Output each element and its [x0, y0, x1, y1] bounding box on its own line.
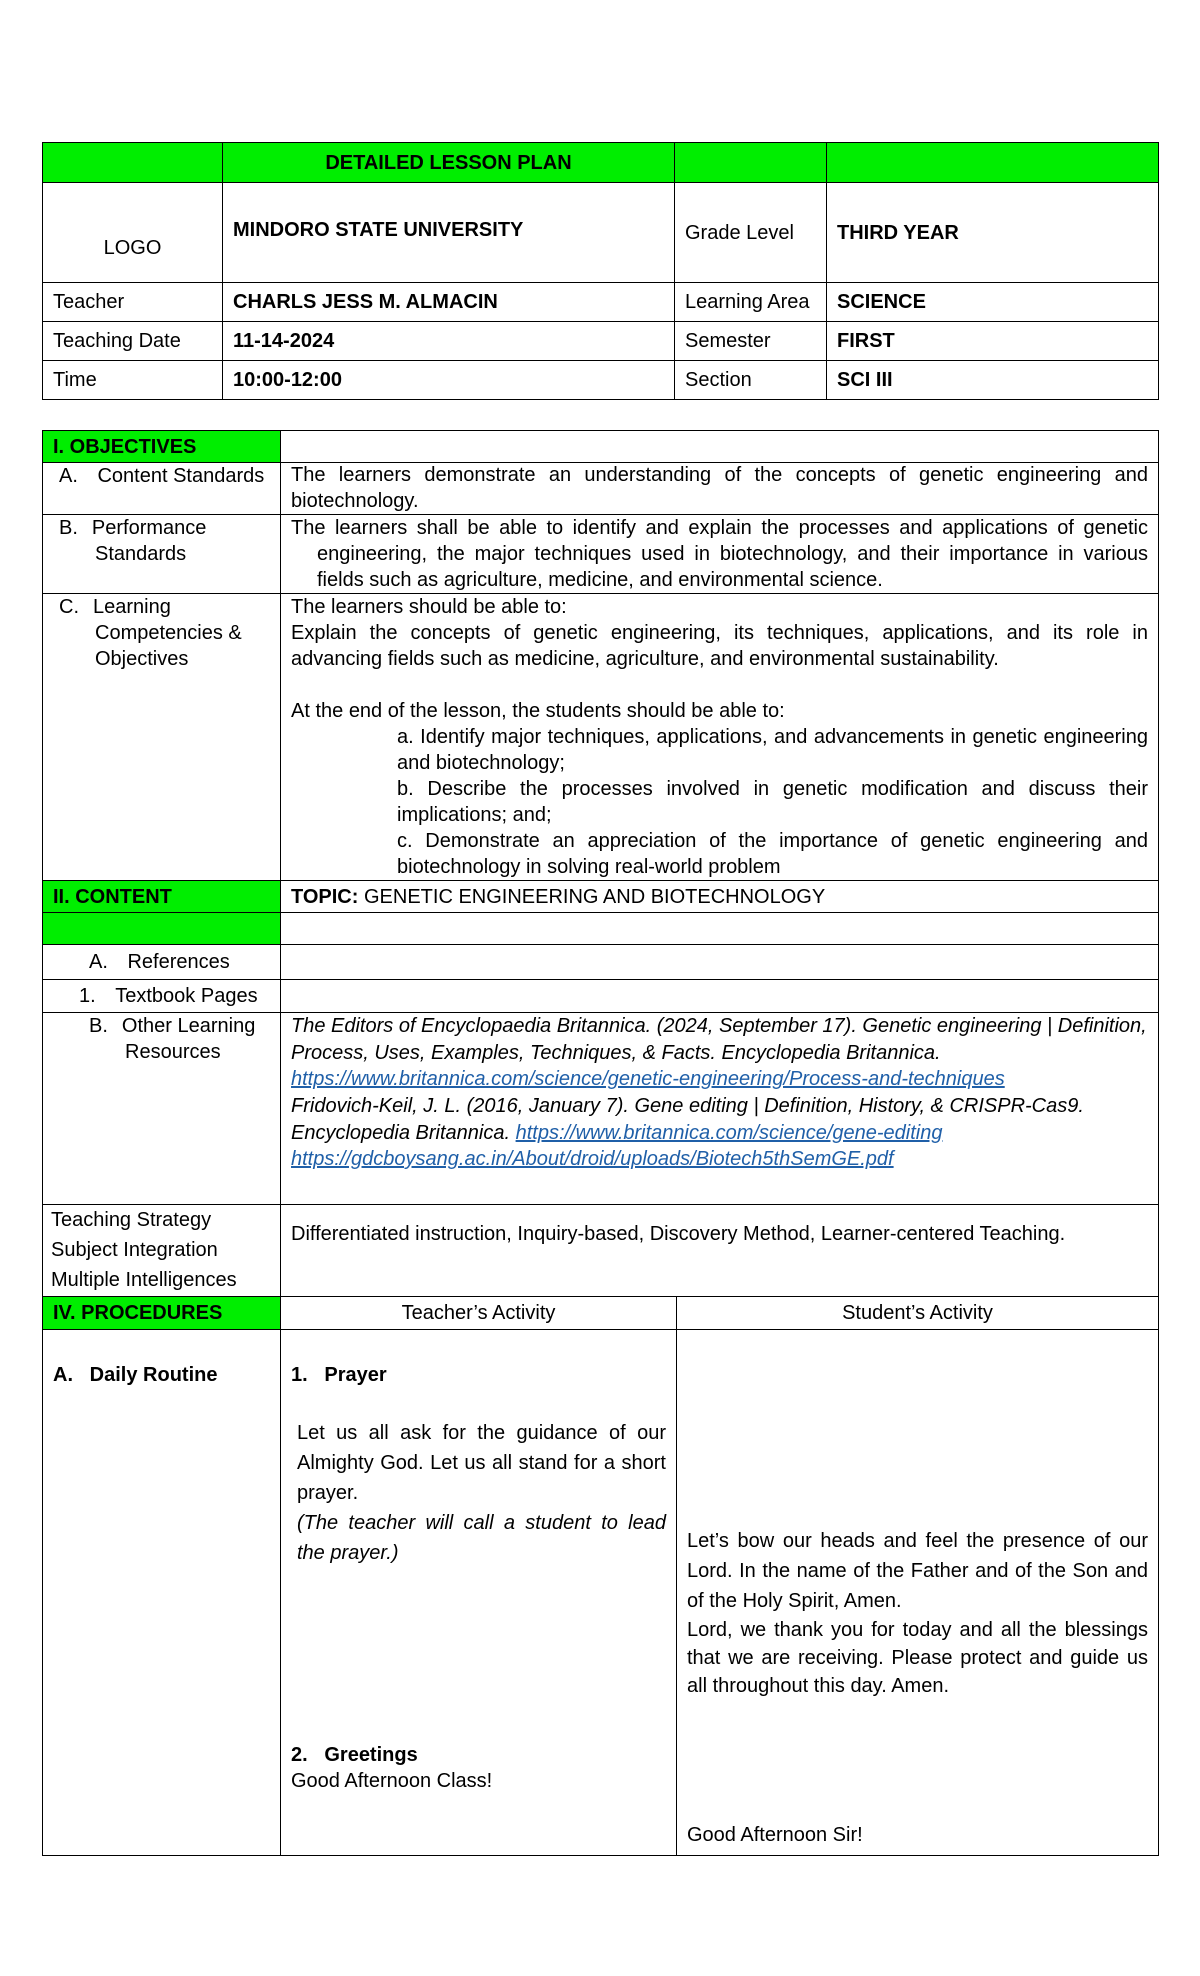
- grade-level-value: THIRD YEAR: [827, 183, 1159, 283]
- teacher-activity-header: Teacher’s Activity: [281, 1297, 677, 1330]
- header-green-cell: [827, 143, 1159, 183]
- other-resources-label: [43, 1013, 281, 1205]
- competencies-label-3: Objectives: [95, 648, 189, 671]
- teaching-strategy-label: [43, 1205, 281, 1297]
- daily-routine-label: A. Daily Routine: [43, 1330, 281, 1856]
- competencies-label-2: Competencies &: [95, 622, 242, 645]
- textbook-pages-label: [43, 980, 281, 1013]
- objectives-heading: I. OBJECTIVES: [43, 431, 281, 463]
- teacher-activity-cell: [281, 1330, 677, 1856]
- section-value: SCI III: [827, 361, 1159, 400]
- competencies-letter: C.: [59, 596, 79, 619]
- multiple-intelligences-label: Multiple Intelligences: [51, 1269, 237, 1292]
- greetings-teacher-text: Good Afternoon Class!: [291, 1770, 493, 1793]
- objective-item-b: b. Describe the processes involved in genetic modification and discuss their implications; and;: [397, 778, 1148, 827]
- references-text: References: [127, 951, 230, 974]
- learning-area-label: Learning Area: [675, 283, 827, 322]
- objective-item-a: a. Identify major techniques, applications, and advancements in genetic engineering and biotechnology;: [397, 726, 1148, 775]
- other-resources-letter: B.: [89, 1015, 108, 1038]
- textbook-pages-value: [281, 980, 1159, 1013]
- prayer-student-text-2: Lord, we thank you for today and all the blessings that we are receiving. Please protect and guide us all throughout this day. Amen.: [687, 1619, 1148, 1698]
- reference-1-link[interactable]: https://www.britannica.com/science/genetic-engineering/Process-and-techniques: [291, 1068, 1005, 1091]
- teaching-strategy-label-1: Teaching Strategy: [51, 1209, 212, 1232]
- reference-3-link[interactable]: https://gdcboysang.ac.in/About/droid/uploads/Biotech5thSemGE.pdf: [291, 1148, 894, 1171]
- textbook-text: Textbook Pages: [115, 985, 258, 1008]
- competencies-intro: The learners should be able to:: [291, 596, 567, 619]
- header-green-cell: [43, 143, 223, 183]
- topic-cell: [281, 881, 1159, 913]
- content-blank-cell: [281, 913, 1159, 945]
- reference-2-text-1: Fridovich-Keil, J. L. (2016, January 7). Gene editing | Definition, History, & CRISPR-Cas9.: [291, 1094, 1084, 1117]
- other-resources-label-1: Other Learning: [121, 1015, 256, 1038]
- learning-area-value: SCIENCE: [827, 283, 1159, 322]
- lesson-body-table: [42, 430, 1159, 1856]
- greetings-title: 2. Greetings: [291, 1744, 418, 1767]
- objectives-heading-blank: [281, 431, 1159, 463]
- competencies-end-intro: At the end of the lesson, the students should be able to:: [291, 700, 785, 723]
- other-resources-value: [281, 1013, 1159, 1205]
- competencies-text: Explain the concepts of genetic engineering, its techniques, applications, and its role in advancing fields such as medicine, agriculture, and environmental sustainability.: [291, 622, 1148, 671]
- header-green-cell: [675, 143, 827, 183]
- time-value: 10:00-12:00: [223, 361, 675, 400]
- performance-standards-value: The learners shall be able to identify and explain the processes and applications of genetic engineering, the major techniques used in biotechnology, and their importance in various fields such as agriculture, medicine, and environmental science.: [281, 515, 1159, 594]
- reference-2-text-2: Encyclopedia Britannica.: [291, 1121, 511, 1144]
- content-standards-label: [43, 463, 281, 515]
- section-label: Section: [675, 361, 827, 400]
- semester-value: FIRST: [827, 322, 1159, 361]
- content-standards-text: Content Standards: [97, 465, 265, 487]
- teacher-value: CHARLS JESS M. ALMACIN: [223, 283, 675, 322]
- references-label: [43, 945, 281, 980]
- time-label: Time: [43, 361, 223, 400]
- content-green-blank: [43, 913, 281, 945]
- learning-competencies-label: [43, 594, 281, 881]
- student-activity-cell: [677, 1330, 1159, 1856]
- reference-2-link[interactable]: https://www.britannica.com/science/gene-editing: [515, 1121, 943, 1144]
- student-activity-header: Student’s Activity: [677, 1297, 1159, 1330]
- teacher-label: Teacher: [43, 283, 223, 322]
- performance-letter: B.: [59, 517, 78, 540]
- learning-competencies-value: [281, 594, 1159, 881]
- grade-level-label: Grade Level: [675, 183, 827, 283]
- content-standards-value: The learners demonstrate an understanding of the concepts of genetic engineering and biotechnology.: [281, 463, 1159, 515]
- content-standards-letter: A.: [59, 465, 78, 487]
- performance-standards-label: [43, 515, 281, 594]
- prayer-teacher-note: (The teacher will call a student to lead the prayer.): [297, 1512, 666, 1565]
- content-heading: II. CONTENT: [43, 881, 281, 913]
- logo-placeholder: LOGO: [43, 183, 223, 283]
- header-table: [42, 142, 1159, 400]
- prayer-title: 1. Prayer: [291, 1364, 387, 1387]
- textbook-number: 1.: [79, 985, 96, 1008]
- competencies-label-1: Learning: [93, 596, 171, 619]
- references-value: [281, 945, 1159, 980]
- school-name: MINDORO STATE UNIVERSITY: [223, 183, 675, 283]
- greetings-student-text: Good Afternoon Sir!: [687, 1824, 863, 1847]
- subject-integration-label: Subject Integration: [51, 1239, 218, 1262]
- performance-label-2: Standards: [95, 543, 187, 566]
- prayer-student-text-1: Let’s bow our heads and feel the presence of our Lord. In the name of the Father and of the Son and of the Holy Spirit, Amen.: [687, 1530, 1148, 1613]
- topic-label: TOPIC:: [291, 885, 359, 908]
- teaching-strategy-value: Differentiated instruction, Inquiry-based, Discovery Method, Learner-centered Teaching.: [281, 1205, 1159, 1297]
- objective-item-c: c. Demonstrate an appreciation of the importance of genetic engineering and biotechnology in solving real-world problem: [397, 830, 1148, 879]
- teaching-date-value: 11-14-2024: [223, 322, 675, 361]
- semester-label: Semester: [675, 322, 827, 361]
- procedures-heading: IV. PROCEDURES: [43, 1297, 281, 1330]
- prayer-teacher-text: Let us all ask for the guidance of our Almighty God. Let us all stand for a short prayer.: [297, 1422, 666, 1505]
- performance-label-1: Performance: [91, 517, 207, 540]
- references-letter: A.: [89, 951, 108, 974]
- topic-value: GENETIC ENGINEERING AND BIOTECHNOLOGY: [363, 885, 826, 908]
- teaching-date-label: Teaching Date: [43, 322, 223, 361]
- lesson-plan-title: DETAILED LESSON PLAN: [223, 143, 675, 183]
- other-resources-label-2: Resources: [125, 1041, 221, 1064]
- reference-1-text: The Editors of Encyclopaedia Britannica. (2024, September 17). Genetic engineering | Definition, Process, Uses, Examples, Techniques, & Facts. Encyclopedia Britannica.: [291, 1015, 1147, 1064]
